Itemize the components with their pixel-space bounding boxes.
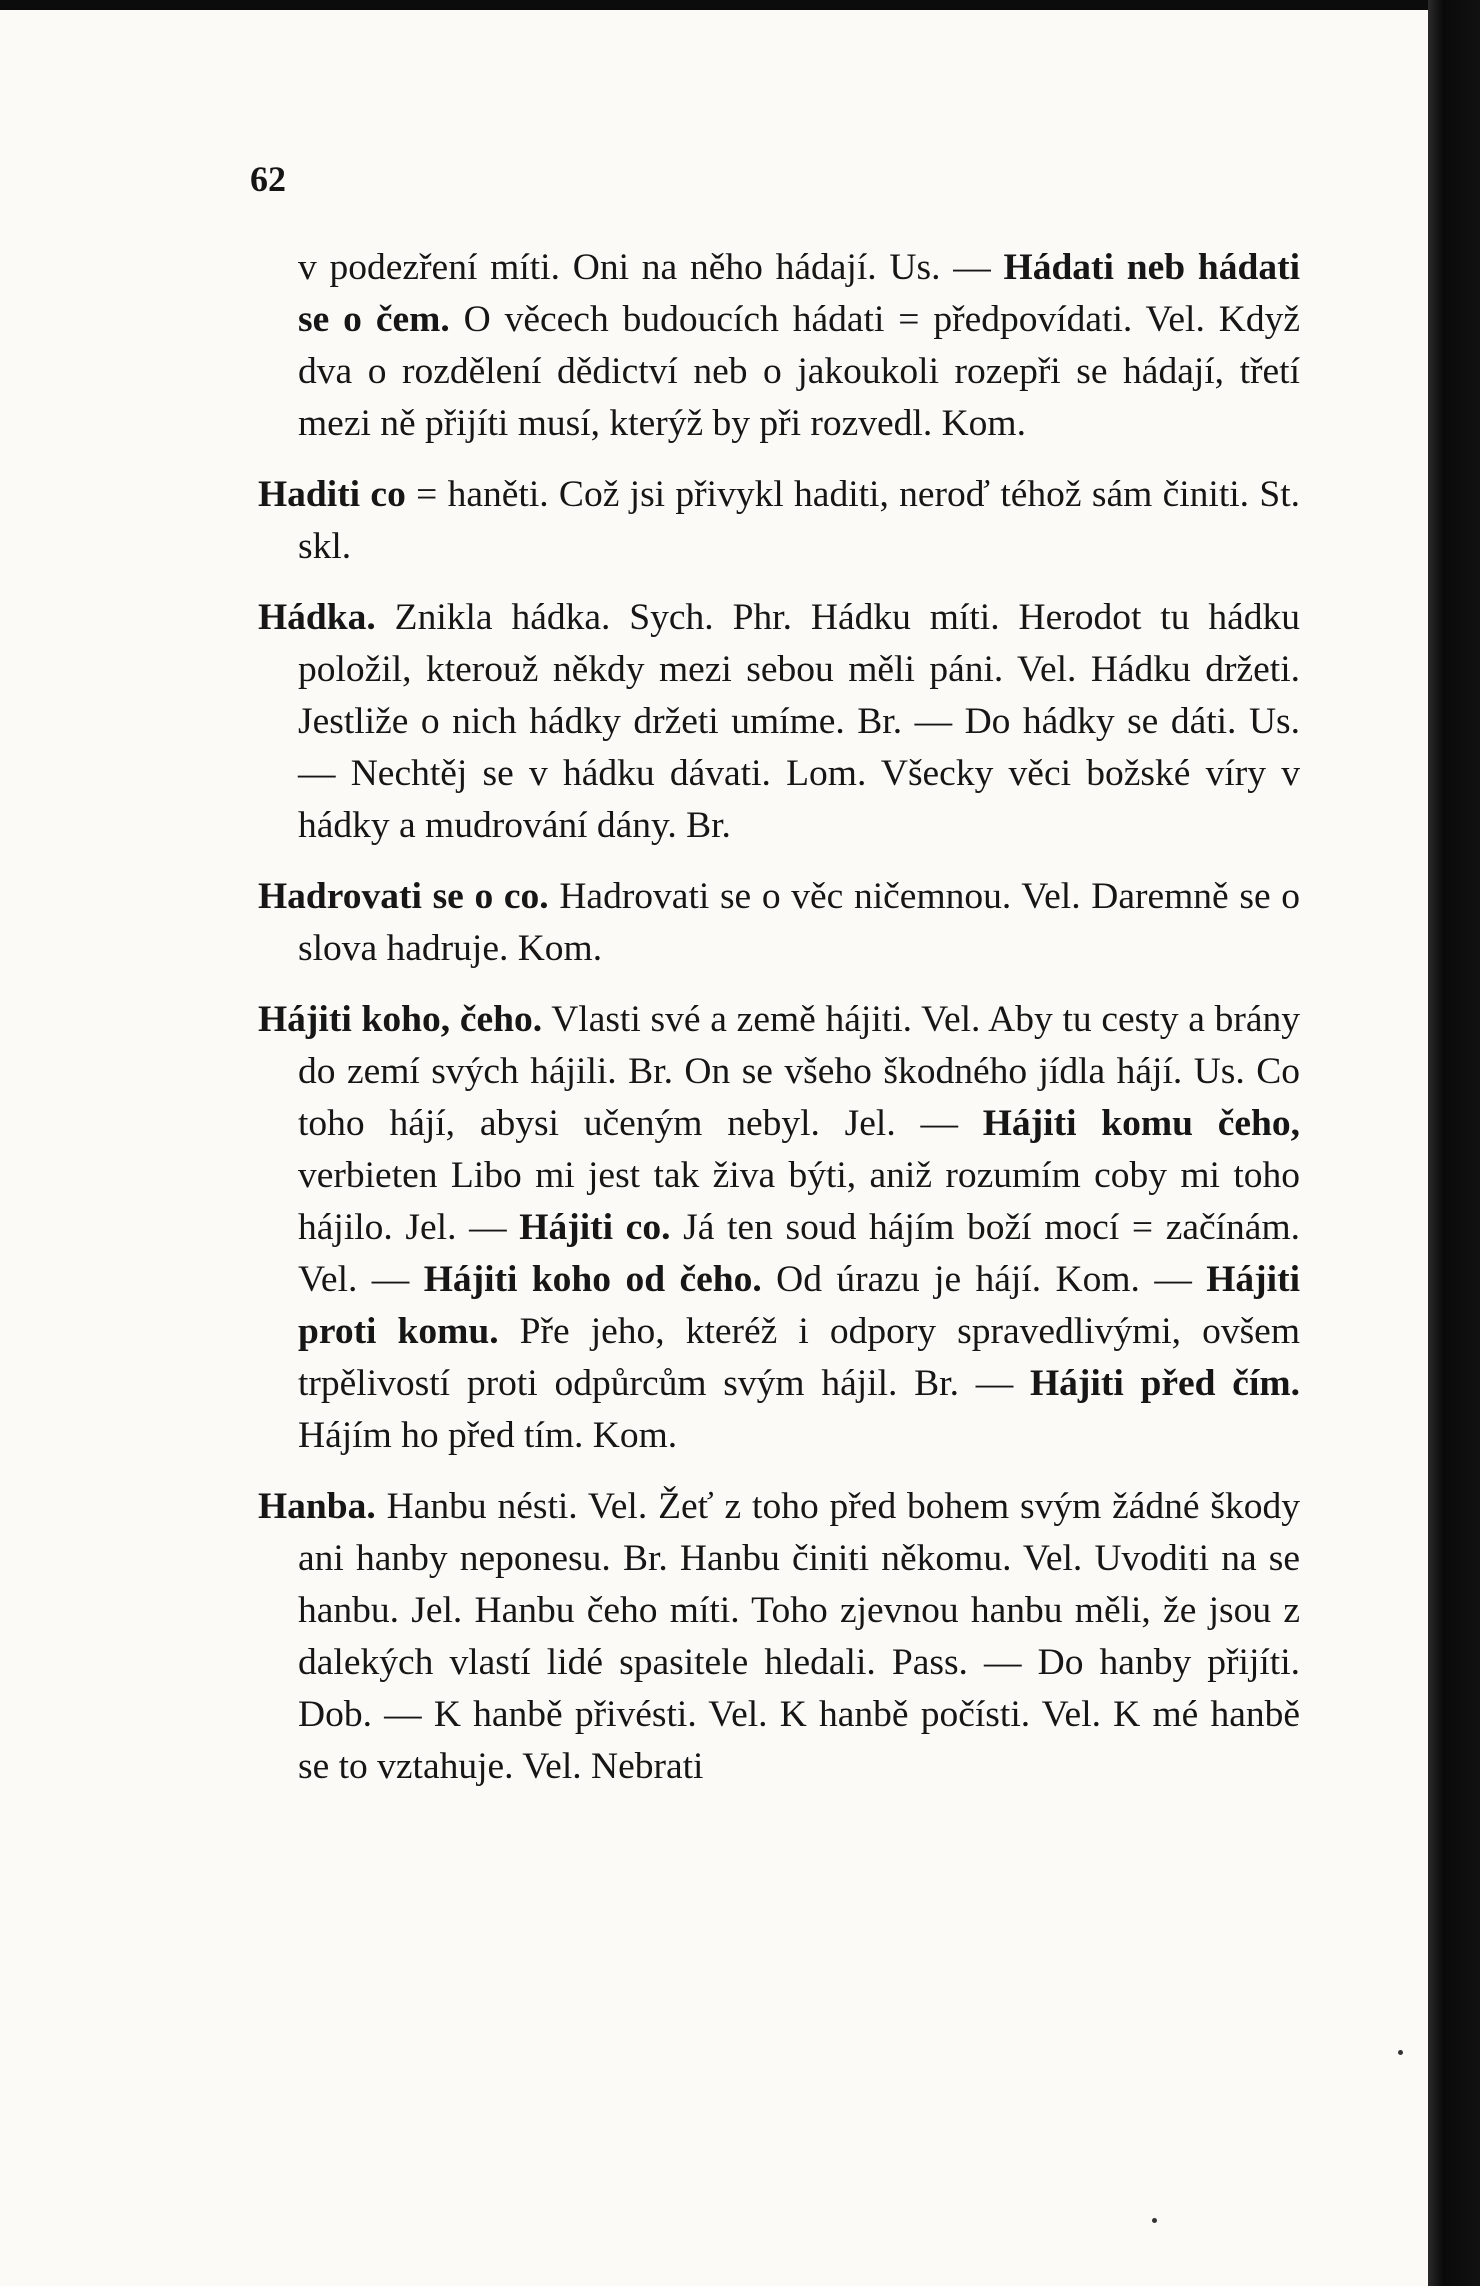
print-speck <box>1398 2050 1403 2055</box>
entry-text: O věcech budoucích hádati = předpovídati. Vel. Když dva o rozdělení dědictví neb o jakoukoli rozepři se hádají, třetí mezi ně přijíti musí, kterýž by při rozvedl. Kom. <box>298 299 1300 444</box>
dictionary-text <box>258 242 1300 1812</box>
print-speck <box>1152 2218 1157 2223</box>
dictionary-entry <box>258 469 1300 573</box>
dictionary-entry <box>258 871 1300 975</box>
entry-text: Hájím ho před tím. Kom. <box>298 1415 678 1456</box>
entry-headword: Hájiti komu čeho, <box>982 1103 1301 1144</box>
entry-text: v podezření míti. Oni na něho hádají. Us. — <box>298 247 1004 288</box>
entry-headword: Hájiti co. <box>519 1207 671 1248</box>
entry-text: Pře jeho, kteréž i odpory spravedlivými, ovšem trpělivostí proti odpůrcům svým hájil. Br. — <box>298 1311 1300 1404</box>
entry-headword: Hájiti koho od čeho. <box>423 1259 762 1300</box>
scan-edge <box>1428 0 1480 2286</box>
entry-headword: Hádka. <box>258 597 376 638</box>
entry-headword: Haditi co <box>258 474 406 515</box>
entry-text: verbieten Libo mi jest tak živa býti, aniž rozumím coby mi toho hájilo. Jel. — <box>298 1155 1300 1248</box>
entry-text: Já ten soud hájím boží mocí = začínám. Vel. — <box>298 1207 1300 1300</box>
dictionary-entry <box>258 592 1300 852</box>
entry-text: Hadrovati se o věc ničemnou. Vel. Daremně se o slova hadruje. Kom. <box>298 876 1300 969</box>
book-page <box>0 10 1428 2286</box>
entry-headword: Hájiti koho, čeho. <box>258 999 543 1040</box>
entry-text: Vlasti své a země hájiti. Vel. Aby tu cesty a brány do zemí svých hájili. Br. On se všeho škodného jídla hájí. Us. Co toho hájí, abysi učeným nebyl. Jel. — <box>298 999 1300 1144</box>
dictionary-entry <box>258 994 1300 1462</box>
entry-text: Znikla hádka. Sych. Phr. Hádku míti. Herodot tu hádku položil, kterouž někdy mezi sebou měli páni. Vel. Hádku držeti. Jestliže o nich hádky držeti umíme. Br. — Do hádky se dáti. Us. — Nechtěj se v hádku dávati. Lom. Všecky věci božské víry v hádky a mudrování dány. Br. <box>298 597 1300 846</box>
entry-headword: Hádati neb hádati se o čem. <box>298 247 1301 340</box>
entry-headword: Hájiti proti komu. <box>298 1259 1300 1352</box>
entry-headword: Hájiti před čím. <box>1030 1363 1300 1404</box>
entry-text: = haněti. Což jsi přivykl haditi, neroď téhož sám činiti. St. skl. <box>298 474 1301 567</box>
entry-headword: Hanba. <box>258 1486 376 1527</box>
dictionary-entry <box>258 242 1300 450</box>
entry-text: Od úrazu je hájí. Kom. — <box>761 1259 1207 1300</box>
entry-text: Hanbu nésti. Vel. Žeť z toho před bohem svým žádné škody ani hanby neponesu. Br. Hanbu činiti někomu. Vel. Uvoditi na se hanbu. Jel. Hanbu čeho míti. Toho zjevnou hanbu měli, že jsou z dalekých vlastí lidé spasitele hledali. Pass. — Do hanby přijíti. Dob. — K hanbě přivésti. Vel. K hanbě počísti. Vel. K mé hanbě se to vztahuje. Vel. Nebrati <box>298 1486 1300 1787</box>
entry-headword: Hadrovati se o co. <box>258 876 549 917</box>
page-number: 62 <box>250 159 286 199</box>
dictionary-entry <box>258 1481 1300 1793</box>
